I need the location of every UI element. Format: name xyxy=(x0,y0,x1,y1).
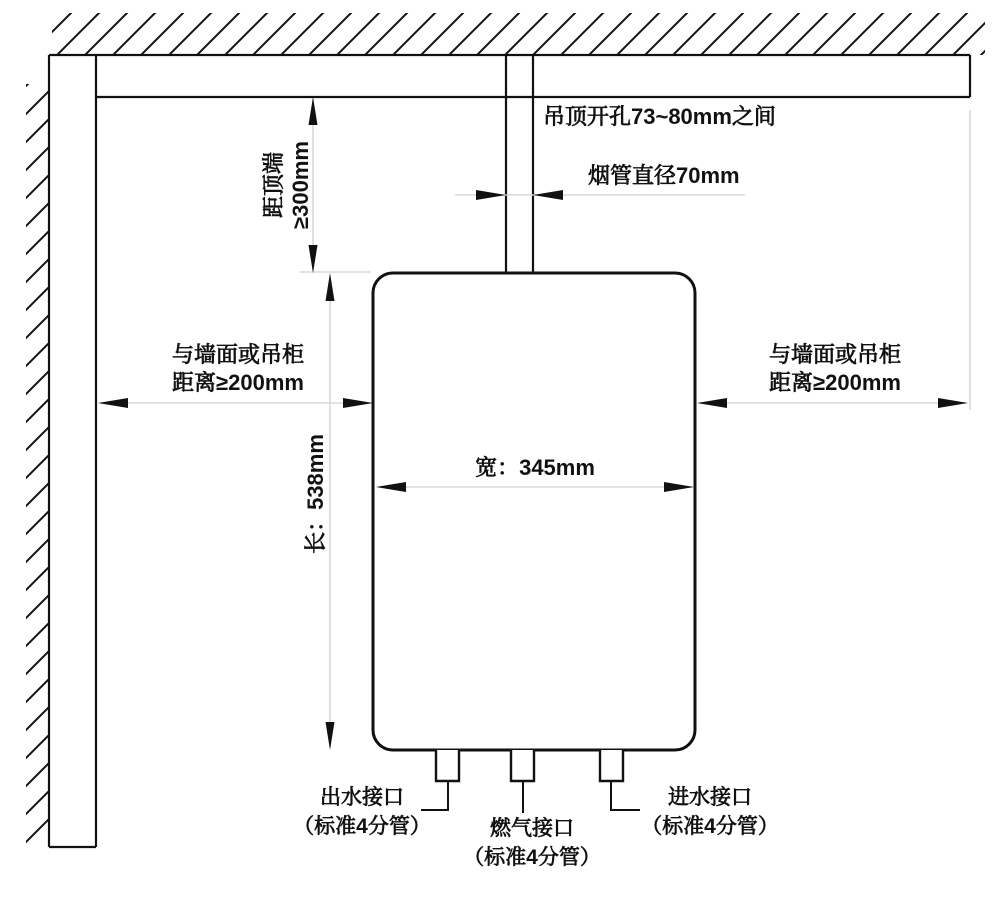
top-clearance-line2: ≥300mm xyxy=(288,141,313,229)
outlet-port-line1: 出水接口 xyxy=(320,786,404,809)
inlet-stub xyxy=(600,750,623,781)
ceiling-hatch xyxy=(52,13,985,55)
arrow-right-icon xyxy=(938,398,968,408)
ceiling-slab xyxy=(49,55,970,97)
outlet-stub xyxy=(436,750,459,781)
left-clearance-line1: 与墙面或吊柜 xyxy=(171,342,304,367)
inlet-port-line2: （标准4分管） xyxy=(641,815,779,838)
top-clearance-label xyxy=(260,95,314,275)
ceiling-opening-label: 吊顶开孔73~80mm之间 xyxy=(543,104,776,129)
gas-port-line1: 燃气接口 xyxy=(490,817,574,840)
gas-port-label xyxy=(432,814,632,872)
arrow-up-icon xyxy=(326,273,335,301)
gas-port-line2: （标准4分管） xyxy=(463,846,601,869)
arrow-left-icon xyxy=(697,398,727,408)
body-width-label: 宽：345mm xyxy=(475,455,595,480)
inlet-port-line1: 进水接口 xyxy=(668,786,752,809)
right-clearance-line2: 距离≥200mm xyxy=(769,370,901,395)
left-clearance-label xyxy=(98,341,378,397)
water-heater-body xyxy=(373,273,695,750)
wall xyxy=(49,55,96,847)
outlet-port-line2: （标准4分管） xyxy=(293,815,431,838)
flue-pipe xyxy=(506,55,533,273)
arrow-down-icon xyxy=(326,722,335,750)
flue-diameter-label: 烟管直径70mm xyxy=(588,163,740,188)
gas-stub xyxy=(511,750,534,781)
right-clearance-line1: 与墙面或吊柜 xyxy=(768,342,901,367)
inlet-port-label xyxy=(610,783,810,841)
arrow-left-icon xyxy=(533,190,563,200)
right-clearance-label xyxy=(695,341,975,397)
arrow-left-icon xyxy=(98,398,128,408)
left-clearance-line2: 距离≥200mm xyxy=(172,370,304,395)
body-height-label: 长：538mm xyxy=(303,434,328,554)
arrow-right-icon xyxy=(343,398,373,408)
wall-hatch xyxy=(26,84,49,845)
arrow-right-icon xyxy=(476,190,506,200)
top-clearance-line1: 距顶端 xyxy=(261,152,286,219)
